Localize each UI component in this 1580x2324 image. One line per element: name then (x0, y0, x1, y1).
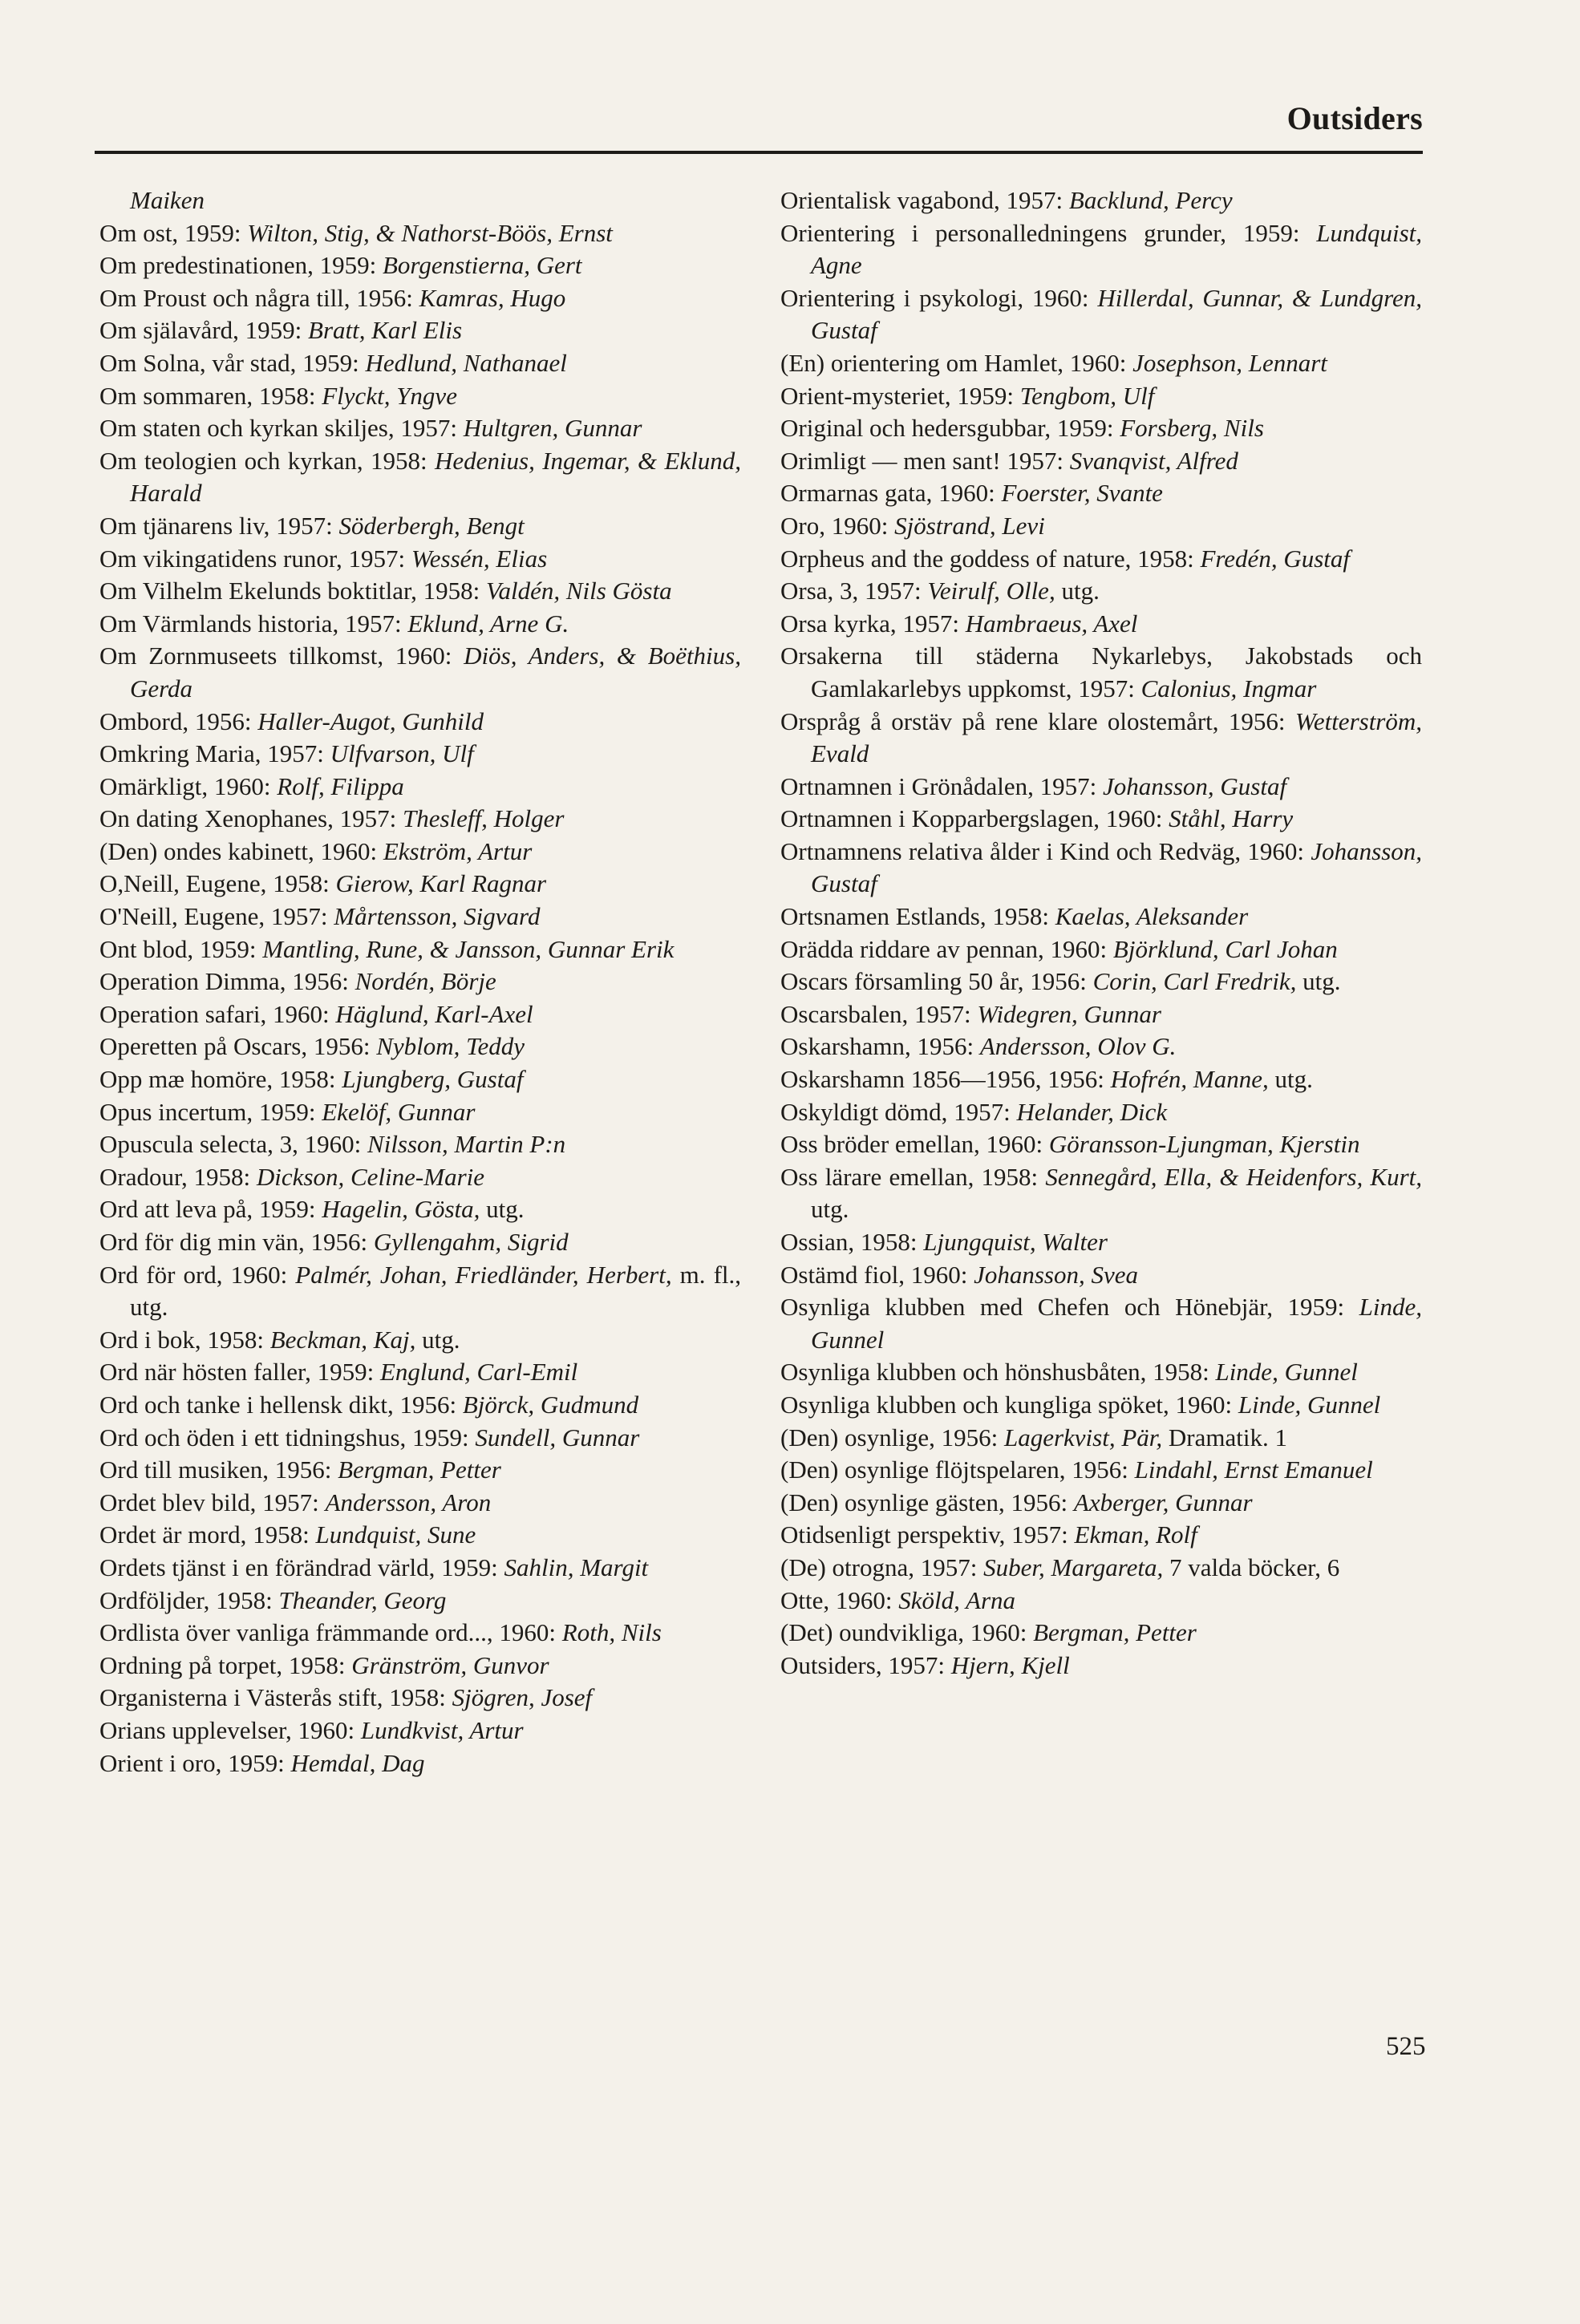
index-entry (99, 184, 741, 217)
index-entry (780, 1030, 1422, 1063)
entry-title: Orsakerna till städerna Nykarlebys, Jakobstads och Gamlakarlebys uppkomst, 1957: (780, 642, 1422, 702)
entry-title: (Den) osynlige, 1956: (780, 1423, 999, 1451)
entry-title: Ortnamnen i Kopparbergslagen, 1960: (780, 804, 1163, 833)
page-number: 525 (1386, 2032, 1426, 2061)
entry-author: Theander, Georg (278, 1585, 447, 1614)
entry-author: Nilsson, Martin P:n (367, 1130, 566, 1159)
entry-author: Ekström, Artur (383, 836, 533, 865)
entry-title: (Det) oundvikliga, 1960: (780, 1618, 1027, 1647)
entry-title: Operation safari, 1960: (99, 999, 330, 1028)
entry-author: Hagelin, Gösta, (322, 1195, 480, 1224)
index-entry (780, 217, 1422, 282)
entry-author: Foerster, Svante (1001, 479, 1163, 508)
index-column-right (780, 184, 1422, 1682)
entry-title: Ortnamnens relativa ålder i Kind och Redväg, 1960: (780, 836, 1305, 865)
entry-title: Oradour, 1958: (99, 1162, 251, 1191)
entry-title: Om staten och kyrkan skiljes, 1957: (99, 414, 457, 443)
entry-author: Dickson, Celine-Marie (256, 1162, 485, 1191)
entry-author: Gränström, Gunvor (351, 1650, 549, 1679)
entry-author: Corin, Carl Fredrik, (1092, 967, 1297, 996)
entry-title: Oro, 1960: (780, 511, 889, 540)
entry-author: Backlund, Percy (1068, 186, 1233, 214)
entry-author: Hemdal, Dag (290, 1748, 425, 1777)
entry-author: Lundquist, Sune (315, 1520, 476, 1549)
entry-title: Omärkligt, 1960: (99, 771, 271, 800)
entry-author: Ekelöf, Gunnar (322, 1097, 476, 1126)
index-entry (780, 510, 1422, 543)
entry-title: Ord när hösten faller, 1959: (99, 1358, 375, 1387)
entry-title: Orient-mysteriet, 1959: (780, 381, 1014, 410)
entry-title: Orsa, 3, 1957: (780, 577, 922, 605)
entry-author: Helander, Dick (1016, 1097, 1168, 1126)
entry-author: Johansson, Gustaf (811, 836, 1423, 898)
index-entry (99, 803, 741, 836)
entry-title: Orsa kyrka, 1957: (780, 609, 959, 638)
entry-title: Outsiders, 1957: (780, 1650, 945, 1679)
entry-title: Ordets tjänst i en förändrad värld, 1959: (99, 1553, 498, 1581)
entry-title: Ortnamnen i Grönådalen, 1957: (780, 771, 1097, 800)
index-entry (780, 1585, 1422, 1617)
index-entry (780, 1422, 1422, 1455)
entry-author: Kamras, Hugo (419, 283, 566, 312)
entry-author: Sundell, Gunnar (475, 1423, 640, 1451)
index-entry (99, 217, 741, 250)
entry-author: Wilton, Stig, & Nathorst-Böös, Ernst (247, 218, 613, 247)
entry-author: Hjern, Kjell (950, 1650, 1070, 1679)
entry-author: Forsberg, Nils (1120, 414, 1264, 443)
index-entry (780, 1161, 1422, 1226)
index-entry (780, 1259, 1422, 1292)
index-entry (99, 1096, 741, 1129)
entry-author: Linde, Gunnel (1238, 1390, 1381, 1419)
index-entry (780, 1356, 1422, 1389)
entry-title: Oskyldigt dömd, 1957: (780, 1097, 1011, 1126)
entry-title: Orians upplevelser, 1960: (99, 1715, 355, 1744)
index-entry (780, 1487, 1422, 1520)
entry-title: Om Värmlands historia, 1957: (99, 609, 402, 638)
index-entry (99, 1585, 741, 1617)
index-entry (99, 1422, 741, 1455)
entry-title: Orimligt — men sant! 1957: (780, 446, 1064, 475)
entry-title: Opus incertum, 1959: (99, 1097, 316, 1126)
entry-author: Bergman, Petter (1033, 1618, 1197, 1647)
entry-author: Beckman, Kaj, (269, 1325, 416, 1354)
entry-author: Diös, Anders, & Boëthius, Gerda (130, 642, 741, 702)
entry-author: Mantling, Rune, & Jansson, Gunnar Erik (262, 934, 675, 963)
entry-author: Axberger, Gunnar (1073, 1488, 1253, 1516)
entry-author: Lundquist, Agne (811, 218, 1423, 280)
entry-author: Björklund, Carl Johan (1112, 934, 1338, 963)
index-entry (99, 836, 741, 868)
entry-title: Omkring Maria, 1957: (99, 739, 324, 768)
entry-title: Osynliga klubben med Chefen och Hönebjär, 1959: (780, 1293, 1345, 1322)
index-entry (99, 1128, 741, 1161)
entry-title: Om ost, 1959: (99, 218, 241, 247)
entry-author: Johansson, Gustaf (1103, 771, 1287, 800)
entry-title: O'Neill, Eugene, 1957: (99, 902, 328, 931)
index-entry (780, 803, 1422, 836)
entry-author: Göransson-Ljungman, Kjerstin (1048, 1130, 1360, 1159)
index-entry (780, 608, 1422, 641)
index-entry (99, 998, 741, 1031)
index-entry (99, 1617, 741, 1650)
entry-title: Ord för ord, 1960: (99, 1260, 288, 1289)
entry-author: Sjögren, Josef (452, 1683, 593, 1712)
index-entry (99, 575, 741, 608)
entry-title: Oscars församling 50 år, 1956: (780, 967, 1087, 996)
index-entry (99, 1682, 741, 1715)
entry-title: Ombord, 1956: (99, 707, 252, 735)
index-entry (99, 1030, 741, 1063)
entry-title: Osynliga klubben och hönshusbåten, 1958: (780, 1358, 1209, 1387)
index-entry (99, 706, 741, 739)
entry-author: Haller-Augot, Gunhild (257, 707, 484, 735)
index-entry (780, 1519, 1422, 1552)
entry-author: Ljungberg, Gustaf (342, 1065, 524, 1094)
entry-title: Orientering i personalledningens grunder, 1959: (780, 218, 1300, 247)
entry-author: Lundkvist, Artur (360, 1715, 524, 1744)
index-entry (780, 347, 1422, 380)
index-entry (780, 184, 1422, 217)
entry-note: utg. (811, 1195, 849, 1224)
entry-author: Ekman, Rolf (1074, 1520, 1197, 1549)
entry-author: Thesleff, Holger (402, 804, 565, 833)
entry-title: Oscarsbalen, 1957: (780, 999, 971, 1028)
entry-author: Ljungquist, Walter (923, 1228, 1108, 1256)
entry-title: Ord till musiken, 1956: (99, 1456, 332, 1484)
index-entry (780, 1096, 1422, 1129)
entry-author: Eklund, Arne G. (407, 609, 569, 638)
entry-author: Kaelas, Aleksander (1055, 902, 1249, 931)
index-entry (99, 1715, 741, 1747)
index-entry (99, 412, 741, 445)
entry-author: Ulfvarson, Ulf (330, 739, 474, 768)
entry-author: Tengbom, Ulf (1019, 381, 1155, 410)
running-head: Outsiders (1286, 100, 1423, 136)
index-entry (780, 282, 1422, 347)
entry-author: Nordén, Börje (354, 967, 496, 996)
entry-title: Om själavård, 1959: (99, 316, 302, 345)
index-entry (99, 1356, 741, 1389)
entry-title: (Den) ondes kabinett, 1960: (99, 836, 378, 865)
index-entry (99, 608, 741, 641)
index-entry (99, 1063, 741, 1096)
index-entry (780, 380, 1422, 413)
entry-title: Operetten på Oscars, 1956: (99, 1032, 371, 1061)
entry-author: Hambraeus, Axel (965, 609, 1138, 638)
index-entry (99, 1650, 741, 1682)
index-entry (99, 445, 741, 510)
index-entry (99, 543, 741, 576)
index-entry (99, 1519, 741, 1552)
entry-title: Orpheus and the goddess of nature, 1958: (780, 544, 1194, 573)
entry-title: Ormarnas gata, 1960: (780, 479, 995, 508)
index-entry (780, 1650, 1422, 1682)
entry-author: Veirulf, Olle, (927, 577, 1055, 605)
entry-author: Svanqvist, Alfred (1069, 446, 1238, 475)
entry-title: Om tjänarens liv, 1957: (99, 511, 333, 540)
index-entry (780, 1063, 1422, 1096)
entry-title: Otidsenligt perspektiv, 1957: (780, 1520, 1068, 1549)
index-entry (99, 249, 741, 282)
entry-author: Söderbergh, Bengt (338, 511, 525, 540)
entry-author: Calonius, Ingmar (1140, 674, 1317, 702)
entry-title: Osynliga klubben och kungliga spöket, 1960: (780, 1390, 1233, 1419)
index-entry (780, 998, 1422, 1031)
entry-author: Johansson, Svea (974, 1260, 1139, 1289)
index-entry (780, 933, 1422, 966)
index-entry (780, 901, 1422, 933)
entry-author: Suber, Margareta, (983, 1553, 1164, 1581)
index-entry (99, 510, 741, 543)
entry-title: Otte, 1960: (780, 1585, 893, 1614)
entry-author: Lagerkvist, Pär, (1003, 1423, 1163, 1451)
index-entry (99, 868, 741, 901)
index-entry (99, 640, 741, 705)
entry-author: Gyllengahm, Sigrid (373, 1228, 569, 1256)
header-rule (95, 151, 1423, 154)
entry-author: Hedenius, Ingemar, & Eklund, Harald (130, 446, 742, 508)
entry-author: Bergman, Petter (338, 1456, 501, 1484)
entry-author: Sennegård, Ella, & Heidenfors, Kurt, (1045, 1162, 1423, 1191)
entry-author: Wetterström, Evald (811, 707, 1423, 768)
entry-title: Orädda riddare av pennan, 1960: (780, 934, 1108, 963)
entry-author: Mårtensson, Sigvard (334, 902, 541, 931)
index-entry (99, 933, 741, 966)
entry-author: Andersson, Olov G. (979, 1032, 1177, 1061)
entry-title: Om predestinationen, 1959: (99, 251, 377, 280)
index-entry (780, 1128, 1422, 1161)
entry-author: Sköld, Arna (898, 1585, 1016, 1614)
entry-author: Wessén, Elias (411, 544, 548, 573)
entry-note: utg. (1302, 967, 1341, 996)
entry-author: Hillerdal, Gunnar, & Lundgren, Gustaf (811, 283, 1423, 345)
entry-title: Ostämd fiol, 1960: (780, 1260, 968, 1289)
entry-title: Oskarshamn 1856—1956, 1956: (780, 1065, 1104, 1094)
entry-title: Original och hedersgubbar, 1959: (780, 414, 1114, 443)
entry-title: Ordet är mord, 1958: (99, 1520, 310, 1549)
entry-author: Englund, Carl-Emil (380, 1358, 578, 1387)
index-entry (99, 771, 741, 804)
entry-title: Ordning på torpet, 1958: (99, 1650, 346, 1679)
index-entry (780, 1552, 1422, 1585)
entry-title: Orspråg å orstäv på rene klare olostemårt, 1956: (780, 707, 1286, 735)
entry-title: Oskarshamn, 1956: (780, 1032, 974, 1061)
index-entry (780, 412, 1422, 445)
entry-title: Orientering i psykologi, 1960: (780, 283, 1089, 312)
index-entry (99, 1259, 741, 1324)
entry-title: (De) otrogna, 1957: (780, 1553, 978, 1581)
entry-note: m. fl., utg. (130, 1260, 741, 1322)
entry-author: Hultgren, Gunnar (463, 414, 642, 443)
index-entry (99, 1324, 741, 1357)
entry-title: Orient i oro, 1959: (99, 1748, 285, 1777)
entry-title: On dating Xenophanes, 1957: (99, 804, 397, 833)
entry-title: Om Solna, vår stad, 1959: (99, 348, 359, 377)
entry-author: Sahlin, Margit (504, 1553, 649, 1581)
entry-author: Flyckt, Yngve (322, 381, 457, 410)
entry-title: Ord och öden i ett tidningshus, 1959: (99, 1423, 469, 1451)
entry-title: Oss lärare emellan, 1958: (780, 1162, 1039, 1191)
entry-note: utg. (486, 1195, 525, 1224)
index-entry (780, 771, 1422, 804)
entry-title: Om vikingatidens runor, 1957: (99, 544, 406, 573)
index-entry (780, 543, 1422, 576)
entry-author: Sjöstrand, Levi (894, 511, 1045, 540)
entry-title: Ossian, 1958: (780, 1228, 918, 1256)
entry-author: Roth, Nils (561, 1618, 662, 1647)
entry-title: Ordföljder, 1958: (99, 1585, 273, 1614)
index-entry (99, 1487, 741, 1520)
entry-title: Ord i bok, 1958: (99, 1325, 264, 1354)
entry-title: Om teologien och kyrkan, 1958: (99, 446, 427, 475)
entry-title: Om Proust och några till, 1956: (99, 283, 413, 312)
entry-author: Andersson, Aron (325, 1488, 492, 1516)
index-entry (99, 1161, 741, 1194)
entry-title: Opp mæ homöre, 1958: (99, 1065, 336, 1094)
entry-author: Ståhl, Harry (1169, 804, 1294, 833)
entry-note: Dramatik. 1 (1168, 1423, 1287, 1451)
entry-author: Nyblom, Teddy (376, 1032, 525, 1061)
entry-author: Hofrén, Manne, (1110, 1065, 1269, 1094)
index-entry (99, 1747, 741, 1780)
entry-author: Linde, Gunnel (1215, 1358, 1358, 1387)
entry-author: Valdén, Nils Gösta (485, 577, 672, 605)
entry-title: Om Zornmuseets tillkomst, 1960: (99, 642, 452, 670)
index-entry (780, 477, 1422, 510)
index-entry (99, 1552, 741, 1585)
entry-title: Ont blod, 1959: (99, 934, 257, 963)
index-entry (780, 1454, 1422, 1487)
index-column-left (99, 184, 741, 1779)
entry-author: Widegren, Gunnar (977, 999, 1161, 1028)
entry-author: Borgenstierna, Gert (383, 251, 582, 280)
index-entry (780, 836, 1422, 901)
entry-note: utg. (422, 1325, 460, 1354)
entry-title: Ordlista över vanliga främmande ord..., 1960: (99, 1618, 557, 1647)
entry-author: Bratt, Karl Elis (308, 316, 463, 345)
entry-title: Ortsnamen Estlands, 1958: (780, 902, 1049, 931)
index-entry (99, 1226, 741, 1259)
index-entry (99, 380, 741, 413)
entry-title: Opuscula selecta, 3, 1960: (99, 1130, 362, 1159)
index-entry (99, 347, 741, 380)
index-entry (780, 966, 1422, 998)
entry-title: (Den) osynlige gästen, 1956: (780, 1488, 1068, 1516)
index-entry (99, 738, 741, 771)
page-header (95, 0, 1423, 160)
entry-author: Hedlund, Nathanael (365, 348, 567, 377)
entry-note: 7 valda böcker, 6 (1169, 1553, 1340, 1581)
entry-note: utg. (1061, 577, 1100, 605)
index-entry (99, 901, 741, 933)
entry-title: Ord och tanke i hellensk dikt, 1956: (99, 1390, 457, 1419)
entry-author: Gierow, Karl Ragnar (335, 869, 547, 898)
index-entry (99, 966, 741, 998)
index-entry (99, 1389, 741, 1422)
entry-author: Häglund, Karl-Axel (335, 999, 533, 1028)
index-entry (780, 1389, 1422, 1422)
entry-note: utg. (1274, 1065, 1313, 1094)
index-entry (99, 282, 741, 315)
entry-title: (En) orientering om Hamlet, 1960: (780, 348, 1127, 377)
entry-title: Organisterna i Västerås stift, 1958: (99, 1683, 446, 1712)
index-entry (780, 706, 1422, 771)
entry-author: Palmér, Johan, Friedländer, Herbert, (295, 1260, 672, 1289)
entry-title: O,Neill, Eugene, 1958: (99, 869, 330, 898)
entry-author: Fredén, Gustaf (1200, 544, 1350, 573)
entry-title: Om Vilhelm Ekelunds boktitlar, 1958: (99, 577, 480, 605)
entry-title: Ord för dig min vän, 1956: (99, 1228, 368, 1256)
index-entry (99, 314, 741, 347)
index-entry (780, 445, 1422, 478)
entry-title: Ord att leva på, 1959: (99, 1195, 316, 1224)
entry-title: (Den) osynlige flöjtspelaren, 1956: (780, 1456, 1128, 1484)
entry-author: Björck, Gudmund (462, 1390, 639, 1419)
entry-author: Maiken (130, 186, 205, 214)
index-entry (780, 1617, 1422, 1650)
entry-author: Lindahl, Ernst Emanuel (1134, 1456, 1373, 1484)
entry-title: Om sommaren, 1958: (99, 381, 316, 410)
index-entry (780, 1226, 1422, 1259)
entry-title: Oss bröder emellan, 1960: (780, 1130, 1043, 1159)
entry-author: Linde, Gunnel (811, 1293, 1423, 1354)
entry-author: Josephson, Lennart (1132, 348, 1327, 377)
index-entry (780, 640, 1422, 705)
entry-title: Operation Dimma, 1956: (99, 967, 349, 996)
entry-author: Rolf, Filippa (277, 771, 404, 800)
index-entry (780, 1291, 1422, 1356)
index-entry (780, 575, 1422, 608)
entry-title: Orientalisk vagabond, 1957: (780, 186, 1063, 214)
index-entry (99, 1454, 741, 1487)
entry-title: Ordet blev bild, 1957: (99, 1488, 319, 1516)
index-entry (99, 1193, 741, 1226)
